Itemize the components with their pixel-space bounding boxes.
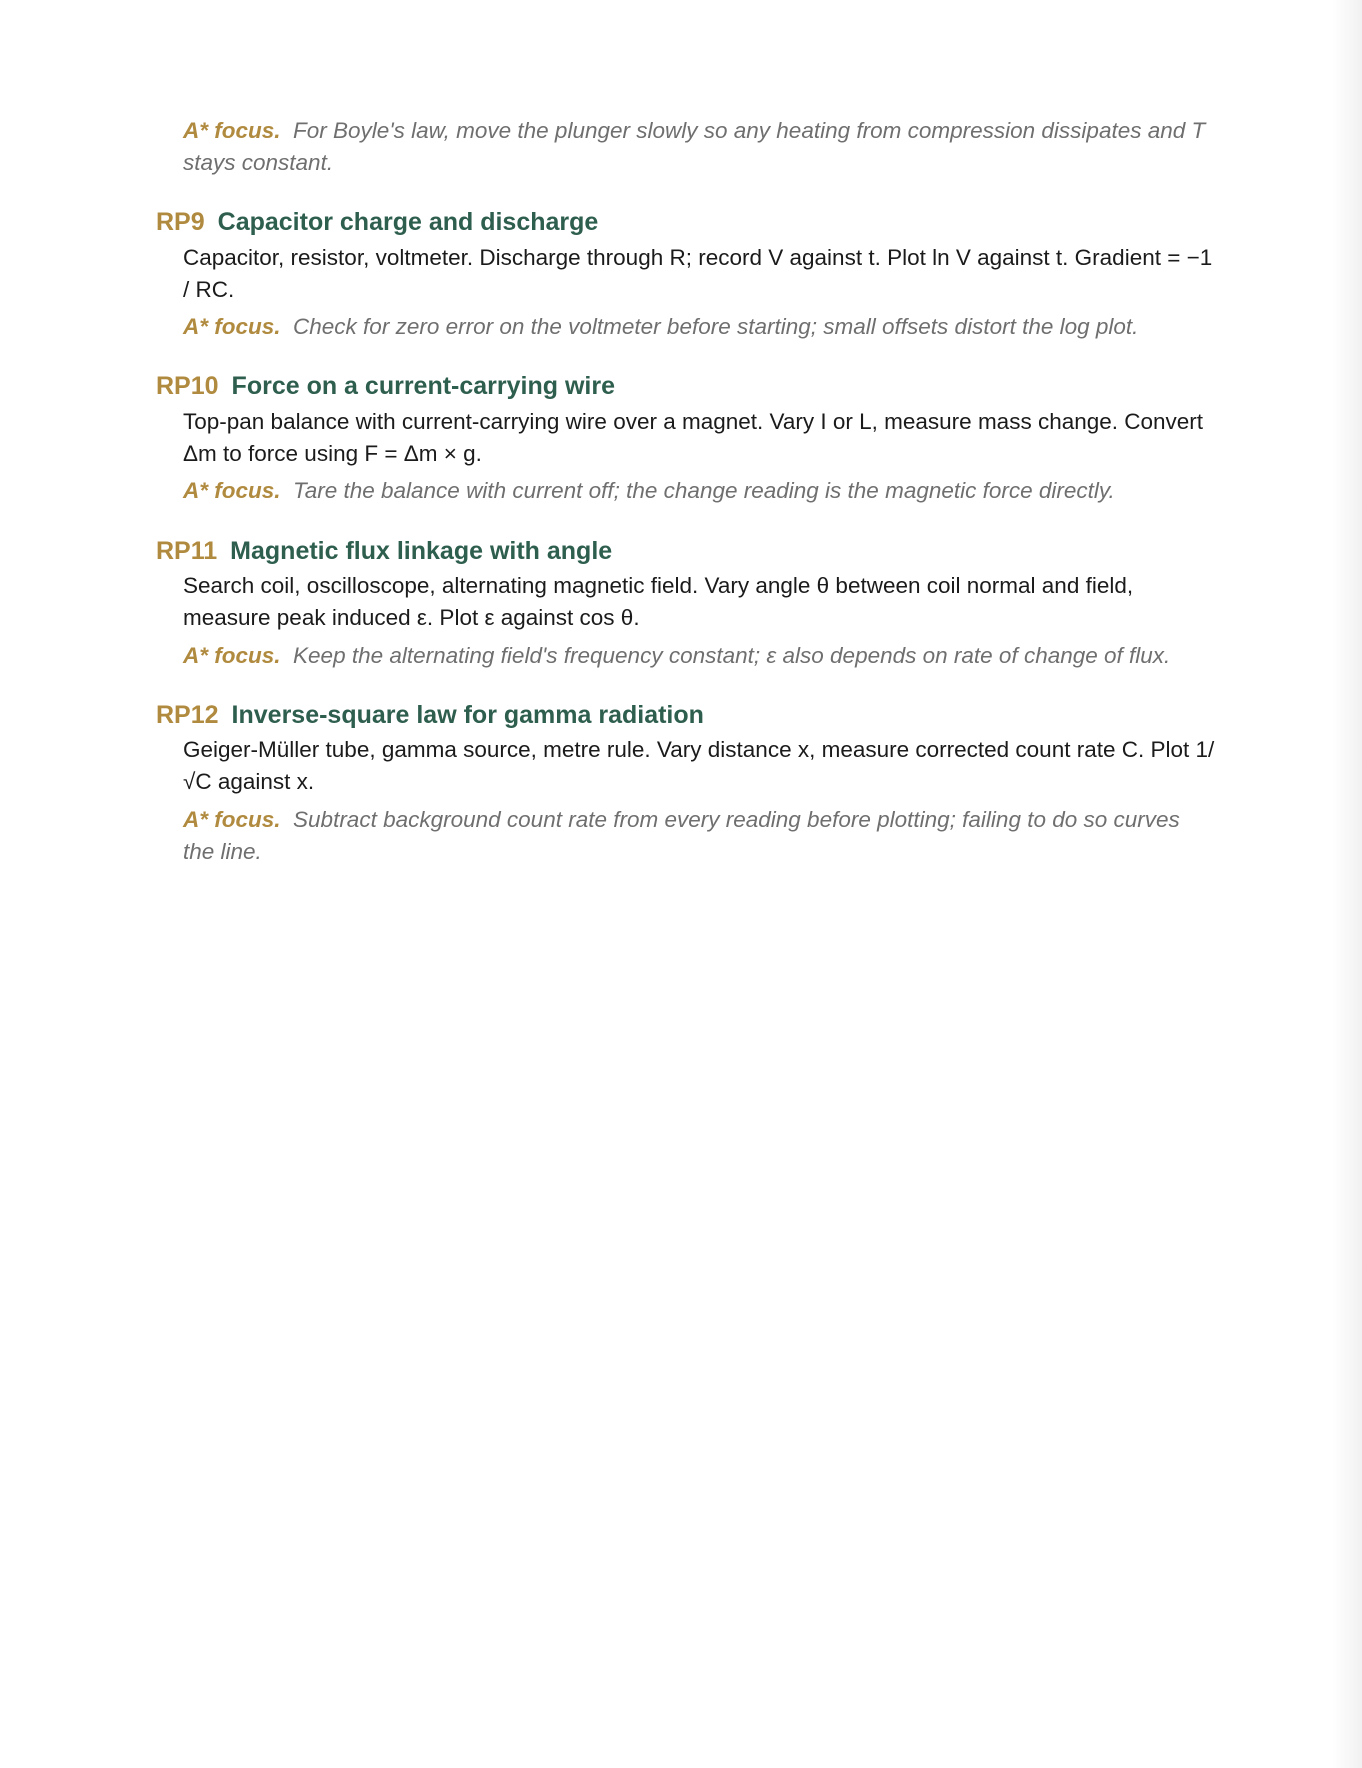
focus-text: Tare the balance with current off; the change reading is the magnetic force directly.	[293, 478, 1115, 503]
focus-text: Check for zero error on the voltmeter before starting; small offsets distort the log plot.	[293, 314, 1139, 339]
practical-heading-rp11	[156, 535, 612, 567]
practical-title: Magnetic flux linkage with angle	[230, 537, 613, 565]
focus-text: Subtract background count rate from every reading before plotting; failing to do so curves the line.	[183, 807, 1180, 864]
focus-text: For Boyle's law, move the plunger slowly so any heating from compression dissipates and T stays constant.	[183, 118, 1206, 175]
focus-label: A* focus.	[183, 807, 281, 832]
practical-heading-rp12	[156, 699, 704, 731]
practical-code: RP9	[156, 208, 205, 236]
focus-note-rp11	[183, 640, 1213, 672]
practical-heading-rp9	[156, 206, 598, 238]
practical-title: Force on a current-carrying wire	[231, 372, 615, 400]
focus-note-rp10	[183, 475, 1213, 507]
practical-description-rp11: Search coil, oscilloscope, alternating magnetic field. Vary angle θ between coil normal and field, measure peak induced ε. Plot ε against cos θ.	[183, 573, 1134, 630]
focus-text: Keep the alternating field's frequency constant; ε also depends on rate of change of flux.	[293, 643, 1171, 668]
focus-label: A* focus.	[183, 118, 281, 143]
focus-note-rp9	[183, 311, 1213, 343]
practical-title: Capacitor charge and discharge	[217, 208, 599, 236]
focus-label: A* focus.	[183, 643, 281, 668]
focus-note-rp12	[183, 804, 1213, 867]
practical-heading-rp10	[156, 370, 615, 402]
practical-code: RP11	[156, 537, 218, 565]
practical-description-rp10: Top-pan balance with current-carrying wire over a magnet. Vary I or L, measure mass change. Convert Δm to force using F = Δm × g.	[183, 409, 1204, 466]
practical-code: RP10	[156, 372, 219, 400]
practical-description-rp9: Capacitor, resistor, voltmeter. Discharge through R; record V against t. Plot ln V against t. Gradient = −1 / RC.	[183, 245, 1213, 302]
practical-description-rp12: Geiger-Müller tube, gamma source, metre rule. Vary distance x, measure corrected count rate C. Plot 1/√C against x.	[183, 737, 1215, 794]
practical-code: RP12	[156, 701, 219, 729]
practical-title: Inverse-square law for gamma radiation	[231, 701, 704, 729]
focus-label: A* focus.	[183, 478, 281, 503]
focus-label: A* focus.	[183, 314, 281, 339]
intro-focus-note	[183, 115, 1213, 178]
